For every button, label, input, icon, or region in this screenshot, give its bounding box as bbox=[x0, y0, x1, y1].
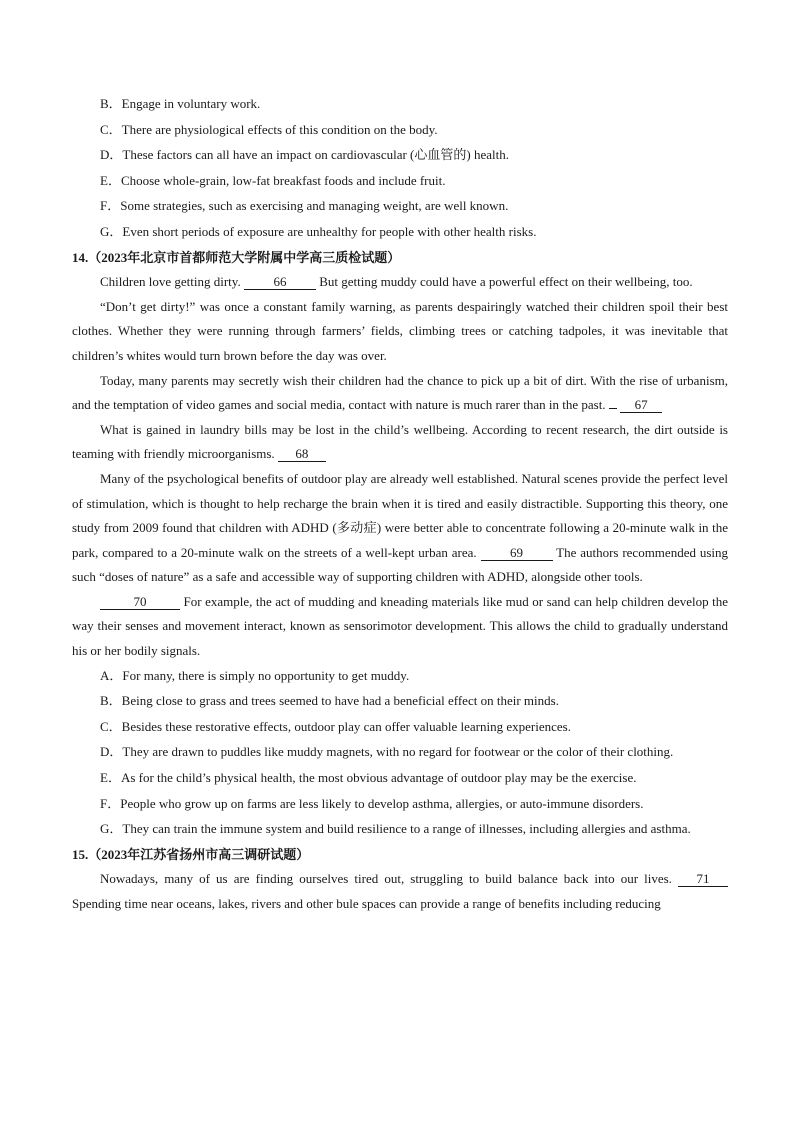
q15-p1-text-a: Nowadays, many of us are finding ourselves tired out, struggling to build balance back into our lives. bbox=[100, 871, 672, 887]
option-b: B．Being close to grass and trees seemed to have had a beneficial effect on their minds. bbox=[100, 693, 559, 709]
q14-paragraph-6 bbox=[72, 590, 728, 664]
q14-p5-text-b: The authors recommended using such “doses of nature” as a safe and accessible way of supporting children with ADHD, alongside other tools. bbox=[72, 544, 728, 585]
q14-p5-text-a: Many of the psychological benefits of outdoor play are already well established. Natural scenes provide the perfect level of stimulation, which is thought to help recharge the brain when it is tired and easily distractible. Supporting this theory, one study from 2009 found that children with ADHD (多动症) were better able to concentrate following a 20-minute walk in the park, compared to a 20-minute walk on the streets of a well-kept urban area. bbox=[72, 470, 728, 560]
q14-p6-text: For example, the act of mudding and kneading materials like mud or sand can help children develop the way their senses and movement interact, known as sensorimotor development. This allows the child to gradually understand his or her bodily signals. bbox=[72, 593, 729, 659]
option-e: E．As for the child’s physical health, the most obvious advantage of outdoor play may be the exercise. bbox=[100, 770, 637, 786]
option-a: A．For many, there is simply no opportunity to get muddy. bbox=[100, 667, 410, 683]
option-c: C．There are physiological effects of this condition on the body. bbox=[100, 121, 438, 137]
option-b: B．Engage in voluntary work. bbox=[100, 96, 261, 111]
q14-paragraph-5 bbox=[72, 467, 728, 590]
blank-71: 71 bbox=[678, 871, 728, 887]
q14-p3-text: Today, many parents may secretly wish their children had the chance to pick up a bit of dirt. With the rise of urbanism, and the temptation of video games and social media, contact with nature is much rarer than in the past. bbox=[72, 372, 728, 413]
option-g: G．They can train the immune system and build resilience to a range of illnesses, including allergies and asthma. bbox=[100, 821, 691, 837]
blank-66: 66 bbox=[244, 274, 316, 290]
document-page bbox=[72, 92, 728, 917]
q14-p4-text: What is gained in laundry bills may be lost in the child’s wellbeing. According to recent research, the dirt outside is teaming with friendly microorganisms. bbox=[72, 421, 728, 462]
q14-paragraph-3 bbox=[72, 369, 728, 418]
q15-paragraph-1 bbox=[72, 867, 728, 916]
q13-options bbox=[72, 92, 728, 245]
blank-69: 69 bbox=[481, 545, 553, 561]
blank-67: 67 bbox=[620, 397, 662, 413]
option-f: F．People who grow up on farms are less likely to develop asthma, allergies, or auto-immune disorders. bbox=[100, 795, 644, 811]
question-15-heading: 15.（2023年江苏省扬州市高三调研试题） bbox=[72, 846, 310, 862]
q14-paragraph-2: “Don’t get dirty!” was once a constant family warning, as parents despairingly watched their children spoil their best clothes. Whether they were running through farmers’ fields, climbing trees or catching tadpoles, it was inevitable that children’s whites would turn brown before the day was over. bbox=[72, 298, 728, 363]
blank-70: 70 bbox=[100, 594, 180, 610]
option-e: E．Choose whole-grain, low-fat breakfast foods and include fruit. bbox=[100, 172, 446, 188]
q14-options bbox=[72, 664, 728, 842]
q15-p1-text-b: Spending time near oceans, lakes, rivers and other bule spaces can provide a range of benefits including reducing bbox=[72, 896, 661, 911]
blank-68: 68 bbox=[278, 446, 326, 462]
q14-paragraph-4 bbox=[72, 418, 728, 467]
q14-p1-text-b: But getting muddy could have a powerful effect on their wellbeing, too. bbox=[319, 274, 693, 290]
option-c: C．Besides these restorative effects, outdoor play can offer valuable learning experiences. bbox=[100, 718, 571, 734]
question-14-heading: 14.（2023年北京市首都师范大学附属中学高三质检试题） bbox=[72, 249, 401, 265]
blank-67-lead bbox=[609, 408, 617, 409]
q14-paragraph-1 bbox=[72, 270, 728, 295]
q14-p1-text-a: Children love getting dirty. bbox=[100, 274, 241, 290]
option-g: G．Even short periods of exposure are unhealthy for people with other health risks. bbox=[100, 223, 537, 239]
option-d: D．These factors can all have an impact on cardiovascular (心血管的) health. bbox=[100, 147, 509, 163]
option-d: D．They are drawn to puddles like muddy magnets, with no regard for footwear or the color of their clothing. bbox=[100, 744, 674, 760]
option-f: F．Some strategies, such as exercising and managing weight, are well known. bbox=[100, 198, 509, 214]
